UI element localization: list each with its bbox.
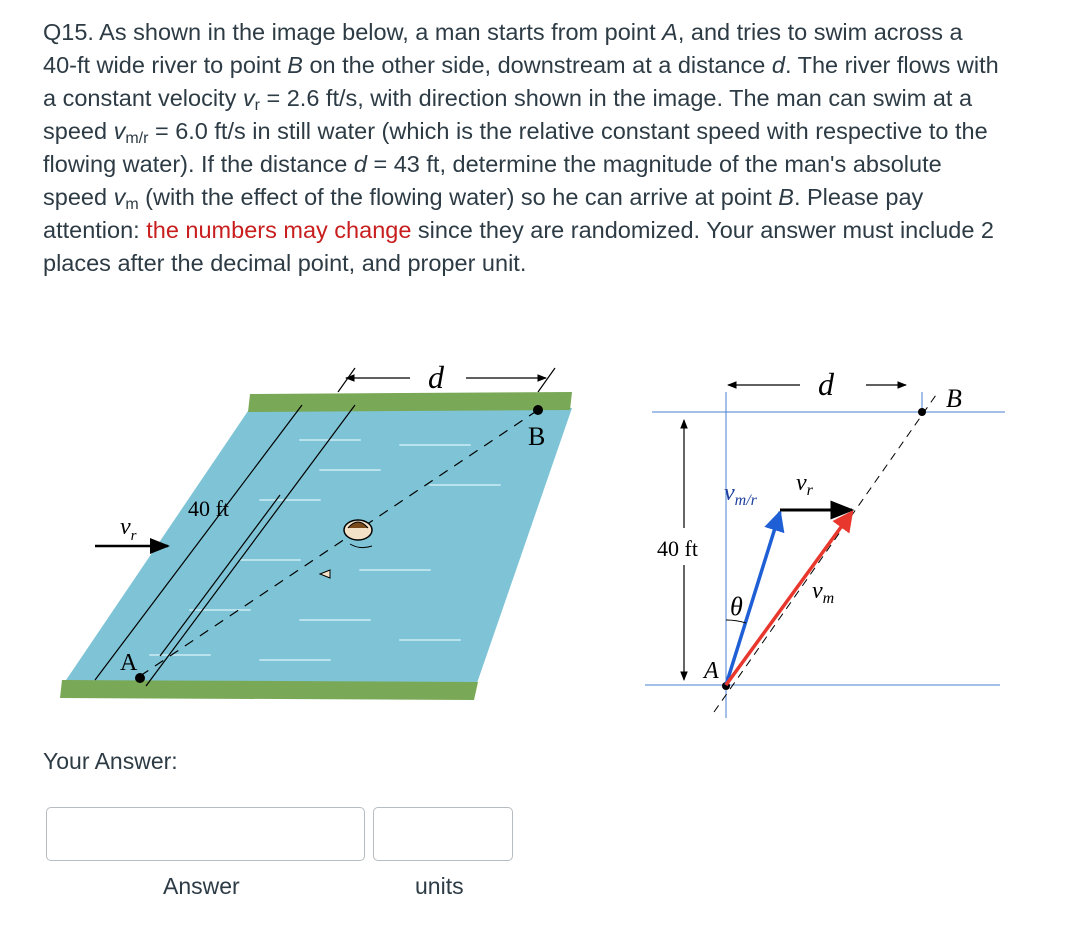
randomized-warning: the numbers may change [146,217,412,243]
b-label-right: B [946,384,962,413]
width-label-right: 40 ft [657,536,698,561]
b-label-left: B [528,422,546,451]
vmr-label: $v_{m/r}$ [724,480,757,509]
theta-label: θ [730,592,743,621]
question-text: Q15. As shown in the image below, a man starts from point A, and tries to swim across a 40-ft wide river to point B on the other side, downstream at a distance d. The river flows with a constant velocity $v_r = 2.6$ ft/s, with direction shown in the image. The man can swim at a speed $v_{m/r} = 6.0$ ft/s in still water (which is the relative constant speed with respective to the flowing water). If the distance d = 43 ft, determine the magnitude of the man's absolute speed $v_m$ (with the effect of the flowing water) so he can arrive at point B. Please pay attention: the numbers may change since they are randomized. Your answer must include 2 places after the decimal point, and proper unit. [43,19,999,276]
near-bank-grass [60,680,478,700]
a-label-right: A [704,658,719,684]
vm-label: $v_m$ [812,578,835,607]
your-answer-heading: Your Answer: [43,748,178,774]
swim-path-right [714,395,936,712]
vr-label-left: $v_r$ [120,514,137,544]
vector-diagram [645,366,1005,718]
answer-units-input[interactable] [373,807,513,861]
answer-label: Answer [163,873,240,899]
river-illustration [60,359,572,700]
units-label: units [415,873,464,899]
far-bank-grass [248,392,572,412]
width-label-left: 40 ft [188,496,229,521]
answer-value-input[interactable] [46,807,365,861]
d-label-right: d [818,366,834,402]
d-label-left: d [428,359,444,395]
point-b-right [918,408,926,416]
point-b-left [533,405,543,415]
vr-label-right: $v_r$ [796,470,813,499]
a-label-left: A [120,650,138,676]
